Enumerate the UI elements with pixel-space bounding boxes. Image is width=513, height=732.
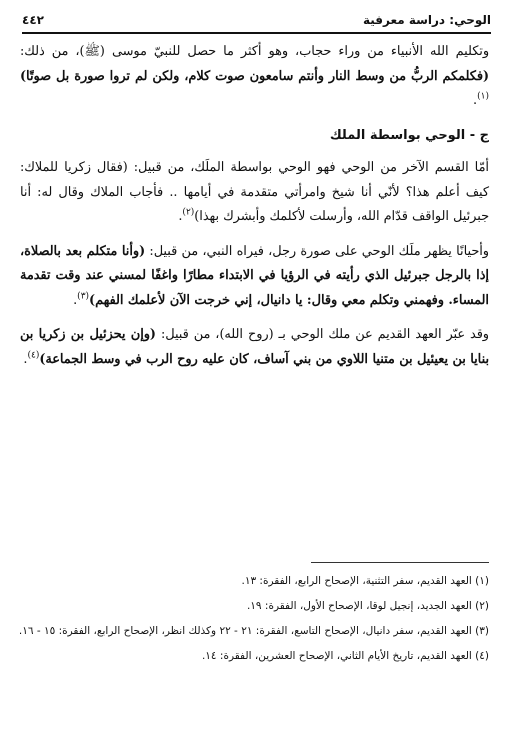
footnote-ref-3[interactable]: (٣) xyxy=(77,291,90,302)
paragraph-3-end: . xyxy=(73,292,78,308)
footnote-2: (٢) العهد الجديد، إنجيل لوقا، الإصحاح الأول، الفقرة: ١٩. xyxy=(246,600,489,612)
paragraph-3-quote: (وأنا متكلم بعد بالصلاة، إذا بالرجل جبرئيل الذي رأيته في الرؤيا في الابتداء مطارًا واغفًا لمسني عند وقت تقدمة المساء. وفهمني وتكلم معي وقال: يا دانيال، إني خرجت الآن لأعلمك الفهم) xyxy=(20,243,489,308)
footnote-ref-4[interactable]: (٤) xyxy=(27,350,40,361)
footnote-ref-2[interactable]: (٢) xyxy=(182,207,195,218)
paragraph-1-lead: وتكليم الله الأنبياء من وراء حجاب، وهو أكثر ما حصل للنبيّ موسى (ﷺ)، من ذلك: xyxy=(20,44,489,59)
page-number: ٤٤٢ xyxy=(22,13,44,27)
paragraph-1-quote: (فكلمكم الربُّ من وسط النار وأنتم سامعون صوت كلام، ولكن لم تروا صورة بل صوتًا) xyxy=(20,68,489,84)
footnote-1: (١) العهد القديم، سفر التثنية، الإصحاح الرابع، الفقرة: ١٣. xyxy=(241,575,489,587)
footnote-3: (٣) العهد القديم، سفر دانيال، الإصحاح التاسع، الفقرة: ٢١ - ٢٢ وكذلك انظر، الإصحاح الرابع، الفقرة: ١٥ - ١٦. xyxy=(18,625,489,637)
paragraph-4-quote: (وإن يحزئيل بن زكريا بن بنايا بن يعيئيل بن متنيا اللاوي من بني آساف، كان عليه روح الرب في وسط الجماعة) xyxy=(20,327,489,367)
header-rule xyxy=(22,32,491,34)
paragraph-4-lead: وقد عبّر العهد القديم عن ملك الوحي بـ (روح الله)، من قبيل: xyxy=(155,327,489,342)
footnotes xyxy=(18,571,489,671)
page-header xyxy=(22,10,491,30)
paragraph-1 xyxy=(20,40,489,114)
paragraph-2-end: . xyxy=(178,209,183,224)
paragraph-1-end: . xyxy=(473,93,478,108)
paragraph-3 xyxy=(20,240,489,314)
paragraph-2-text: أمّا القسم الآخر من الوحي فهو الوحي بواسطة الملَك، من قبيل: (فقال زكريا للملاك: كيف أعلم هذا؟ لأنّي أنا شيخ وامرأتي متقدمة في أيامها .. فأجاب الملاك وقال له: أنا جبرئيل الواقف قدّام الله، وأرسلت لأكلمك وأبشرك بهذا) xyxy=(20,160,489,224)
main-text xyxy=(20,40,489,382)
footnote-4: (٤) العهد القديم، تاريخ الأيام الثاني، الإصحاح العشرين، الفقرة: ١٤. xyxy=(201,650,489,662)
running-title: الوحي: دراسة معرفية xyxy=(362,13,491,27)
footnote-rule xyxy=(311,562,489,563)
paragraph-2 xyxy=(20,156,489,230)
paragraph-4-end: . xyxy=(23,351,28,367)
section-heading: ج - الوحي بواسطة الملك xyxy=(329,127,489,143)
paragraph-4 xyxy=(20,323,489,372)
footnote-ref-1[interactable]: (١) xyxy=(477,91,489,102)
paragraph-3-lead: وأحيانًا يظهر ملَك الوحي على صورة رجل، فيراه النبي، من قبيل: xyxy=(145,243,489,259)
